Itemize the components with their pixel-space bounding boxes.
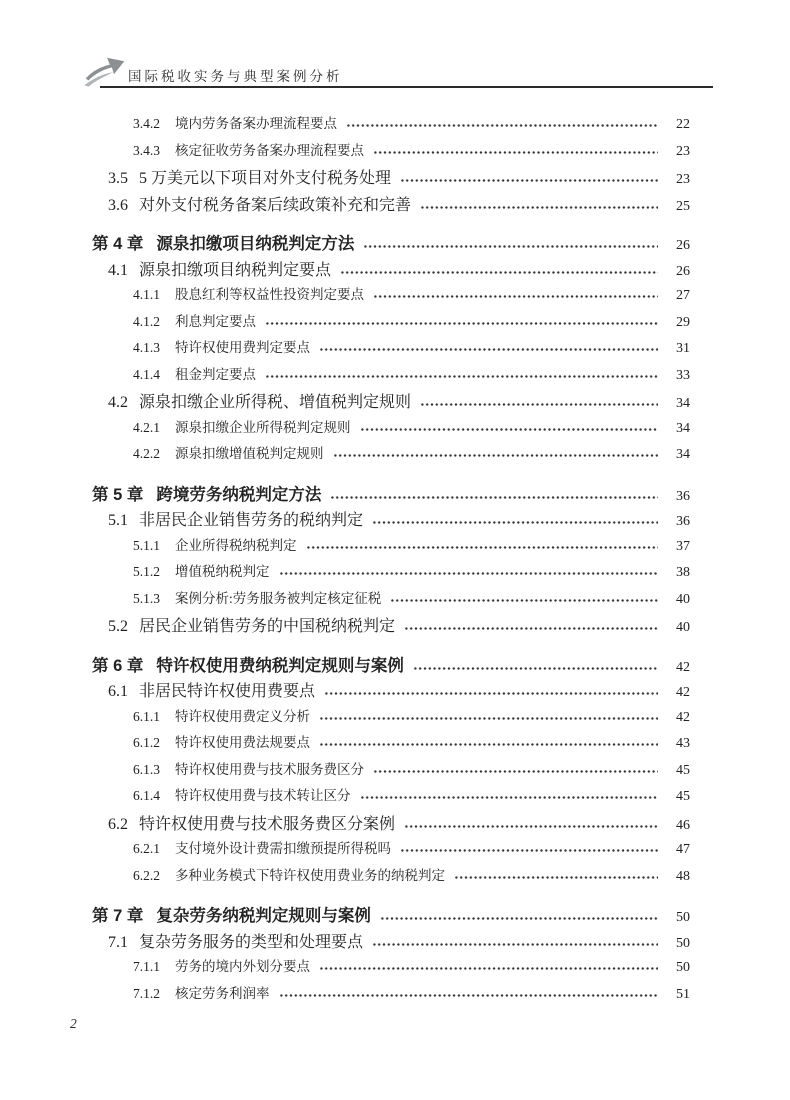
- toc-entry-number: 6.2.2: [133, 867, 160, 883]
- running-head-book-title: 国际税收实务与典型案例分析: [128, 69, 343, 84]
- toc-entry-number: 6.1.2: [133, 735, 160, 750]
- toc-entry: [92, 192, 690, 219]
- toc-entry-title: 跨境劳务纳税判定方法: [156, 485, 322, 504]
- toc-entry-title: 非居民特许权使用费要点: [139, 683, 316, 700]
- toc-entry-title: 特许权使用费法规要点: [175, 735, 310, 750]
- toc-entry-title: 特许权使用费判定要点: [175, 340, 310, 355]
- toc-entry: [92, 902, 690, 929]
- toc-entry-number: 5.2: [108, 618, 128, 635]
- toc-leader-dots: [380, 916, 658, 921]
- toc-entry-title: 支付境外设计费需扣缴预提所得税吗: [175, 841, 391, 856]
- toc-leader-dots: [319, 716, 658, 721]
- toc-leader-dots: [330, 495, 658, 500]
- toc-entry-page: 25: [676, 198, 690, 214]
- toc-entry: [92, 165, 690, 192]
- toc-entry-title: 复杂劳务纳税判定规则与案例: [156, 907, 371, 925]
- toc-entry: [92, 837, 690, 864]
- toc-leader-dots: [306, 545, 659, 550]
- toc-entry-number: 5.1: [108, 512, 128, 529]
- toc-entry-number: 4.1.2: [133, 313, 160, 329]
- toc-leader-dots: [420, 205, 658, 210]
- toc-entry: [92, 731, 690, 758]
- toc-entry-number: 第 7 章: [92, 907, 144, 925]
- toc-leader-dots: [279, 571, 659, 576]
- toc-entry-page: 42: [676, 685, 690, 700]
- toc-leader-dots: [360, 795, 659, 800]
- toc-entry: [92, 507, 690, 534]
- toc-entry-number: 4.1.4: [133, 366, 160, 382]
- toc-entry-page: 38: [676, 565, 690, 580]
- toc-entry-title: 源泉扣缴增值税判定规则: [175, 446, 324, 461]
- toc-entry: [92, 758, 690, 785]
- toc-leader-dots: [372, 520, 658, 525]
- toc-entry-title: 核定征收劳务备案办理流程要点: [175, 142, 364, 158]
- toc-entry-title: 特许权使用费定义分析: [175, 708, 310, 724]
- toc-entry-page: 42: [676, 709, 690, 725]
- toc-entry-page: 26: [676, 238, 690, 253]
- toc-entry-number: 4.2.1: [133, 419, 160, 435]
- toc-leader-dots: [324, 691, 658, 696]
- toc-entry: [92, 652, 690, 679]
- toc-entry-number: 4.1: [108, 261, 128, 279]
- toc-entry-page: 45: [676, 762, 690, 778]
- toc-entry-title: 核定劳务利润率: [175, 985, 270, 1001]
- toc-entry-title: 对外支付税务备案后续政策补充和完善: [139, 196, 412, 214]
- toc-entry-title: 境内劳务备案办理流程要点: [175, 116, 337, 131]
- toc-entry-page: 40: [676, 620, 690, 635]
- toc-entry: [92, 982, 690, 1009]
- toc-entry-page: 37: [676, 538, 690, 554]
- toc-entry: [92, 283, 690, 310]
- toc-entry: [92, 257, 690, 284]
- toc-leader-dots: [373, 769, 658, 774]
- toc-entry-page: 33: [676, 367, 690, 383]
- toc-leader-dots: [319, 966, 658, 971]
- toc-entry-title: 企业所得税纳税判定: [175, 537, 297, 553]
- toc-leader-dots: [346, 123, 658, 128]
- toc-entry-page: 43: [676, 736, 690, 751]
- toc-leader-dots: [400, 178, 658, 183]
- toc-leader-dots: [319, 347, 658, 352]
- toc-entry-title: 非居民企业销售劳务的税纳判定: [139, 512, 364, 529]
- toc-entry-page: 34: [676, 396, 690, 411]
- toc-entry: [92, 678, 690, 705]
- toc-entry-number: 5.1.2: [133, 564, 160, 579]
- toc-entry: [92, 336, 690, 363]
- arrow-swoosh-icon: [83, 54, 127, 89]
- toc-entry-page: 29: [676, 314, 690, 330]
- toc-entry-page: 23: [676, 143, 690, 159]
- toc-entry: [92, 389, 690, 416]
- toc-entry: [92, 363, 690, 390]
- header-rule: [100, 86, 713, 88]
- toc-entry-number: 3.4.3: [133, 142, 160, 158]
- toc-entry-title: 特许权使用费与技术服务费区分案例: [139, 815, 396, 833]
- toc-entry-title: 增值税纳税判定: [175, 564, 270, 579]
- toc-entry: [92, 230, 690, 257]
- toc-entry-page: 51: [676, 986, 690, 1002]
- toc-entry-number: 6.1.1: [133, 708, 160, 724]
- toc-leader-dots: [413, 666, 658, 671]
- toc-entry-title: 股息红利等权益性投资判定要点: [175, 287, 364, 302]
- toc-entry-page: 50: [676, 935, 690, 951]
- toc-entry-number: 3.6: [108, 196, 128, 214]
- toc-entry: [92, 705, 690, 732]
- toc-entry: [92, 811, 690, 838]
- toc-entry-number: 4.2.2: [133, 446, 160, 461]
- toc-entry-number: 6.1: [108, 683, 128, 700]
- toc-entry-number: 第 5 章: [92, 485, 144, 504]
- toc-entry-title: 租金判定要点: [175, 366, 256, 382]
- toc-entry-page: 45: [676, 789, 690, 804]
- toc-entry-page: 42: [676, 659, 690, 675]
- toc-entry-number: 6.2.1: [133, 841, 160, 856]
- toc-entry-page: 36: [676, 514, 690, 529]
- toc-entry-title: 利息判定要点: [175, 313, 256, 329]
- toc-entry-page: 34: [676, 420, 690, 436]
- toc-entry: [92, 929, 690, 956]
- toc-entry-title: 特许权使用费纳税判定规则与案例: [156, 656, 404, 675]
- toc-entry: [92, 864, 690, 891]
- toc-entry-number: 7.1.1: [133, 959, 160, 974]
- toc-entry-number: 7.1: [108, 933, 128, 951]
- toc-entry-number: 5.1.3: [133, 590, 160, 606]
- toc-entry-number: 6.2: [108, 815, 128, 833]
- toc-entry-number: 第 6 章: [92, 656, 144, 675]
- toc-leader-dots: [373, 150, 658, 155]
- toc-entry-number: 5.1.1: [133, 537, 160, 553]
- toc-entry-number: 3.5: [108, 170, 128, 187]
- toc-entry-title: 居民企业销售劳务的中国税纳税判定: [139, 618, 396, 635]
- toc-leader-dots: [372, 942, 658, 947]
- toc-entry-title: 源泉扣缴项目纳税判定要点: [139, 261, 332, 279]
- toc-entry: [92, 310, 690, 337]
- toc-entry-page: 48: [676, 868, 690, 884]
- toc-entry-page: 26: [676, 263, 690, 279]
- toc-leader-dots: [373, 294, 658, 299]
- toc-entry: [92, 587, 690, 614]
- toc-entry-page: 22: [676, 117, 690, 132]
- toc-entry-number: 6.1.3: [133, 761, 160, 777]
- toc-entry: [92, 955, 690, 982]
- toc-entry: [92, 784, 690, 811]
- toc-entry-title: 源泉扣缴企业所得税判定规则: [175, 419, 351, 435]
- toc-list: [92, 112, 690, 1008]
- toc-entry: [92, 112, 690, 139]
- toc-entry-number: 4.1.1: [133, 287, 160, 302]
- toc-leader-dots: [333, 453, 659, 458]
- toc-entry: [92, 534, 690, 561]
- toc-leader-dots: [340, 270, 658, 275]
- folio-page-number: 2: [70, 1016, 77, 1031]
- toc-entry-number: 6.1.4: [133, 788, 160, 803]
- toc-entry-page: 40: [676, 591, 690, 607]
- toc-entry-number: 第 4 章: [92, 235, 144, 253]
- toc-entry: [92, 442, 690, 469]
- toc-entry-title: 5 万美元以下项目对外支付税务处理: [139, 170, 392, 187]
- toc-leader-dots: [265, 321, 658, 326]
- toc-entry-number: 4.2: [108, 394, 128, 411]
- toc-leader-dots: [404, 626, 658, 631]
- toc-entry-page: 23: [676, 172, 690, 187]
- toc-leader-dots: [390, 598, 658, 603]
- toc-entry-number: 3.4.2: [133, 116, 160, 131]
- toc-entry-title: 特许权使用费与技术转让区分: [175, 788, 351, 803]
- toc-leader-dots: [363, 244, 658, 249]
- toc-entry: [92, 560, 690, 587]
- toc-entry-title: 案例分析:劳务服务被判定核定征税: [175, 590, 382, 606]
- toc-entry-title: 复杂劳务服务的类型和处理要点: [139, 933, 364, 951]
- toc-entry-number: 7.1.2: [133, 985, 160, 1001]
- toc-entry-title: 多种业务模式下特许权使用费业务的纳税判定: [175, 867, 445, 883]
- toc-entry-page: 47: [676, 842, 690, 857]
- toc-leader-dots: [404, 824, 658, 829]
- toc-leader-dots: [319, 742, 658, 747]
- toc-leader-dots: [279, 993, 659, 998]
- toc-leader-dots: [360, 427, 659, 432]
- toc-leader-dots: [420, 402, 658, 407]
- toc-entry-page: 27: [676, 288, 690, 303]
- toc-entry-page: 31: [676, 341, 690, 356]
- toc-entry-page: 50: [676, 960, 690, 975]
- toc-entry-page: 50: [676, 910, 690, 925]
- toc-entry-page: 46: [676, 817, 690, 833]
- toc-entry-title: 劳务的境内外划分要点: [175, 959, 310, 974]
- toc-entry-title: 源泉扣缴企业所得税、增值税判定规则: [139, 394, 412, 411]
- toc-leader-dots: [400, 848, 658, 853]
- toc-entry-title: 特许权使用费与技术服务费区分: [175, 761, 364, 777]
- toc-entry: [92, 139, 690, 166]
- toc-entry-title: 源泉扣缴项目纳税判定方法: [156, 235, 355, 253]
- toc-leader-dots: [454, 875, 658, 880]
- toc-entry-page: 34: [676, 447, 690, 462]
- toc-leader-dots: [265, 374, 658, 379]
- toc-entry-page: 36: [676, 488, 690, 504]
- toc-entry: [92, 481, 690, 508]
- toc-entry: [92, 613, 690, 640]
- toc-entry: [92, 416, 690, 443]
- toc-entry-number: 4.1.3: [133, 340, 160, 355]
